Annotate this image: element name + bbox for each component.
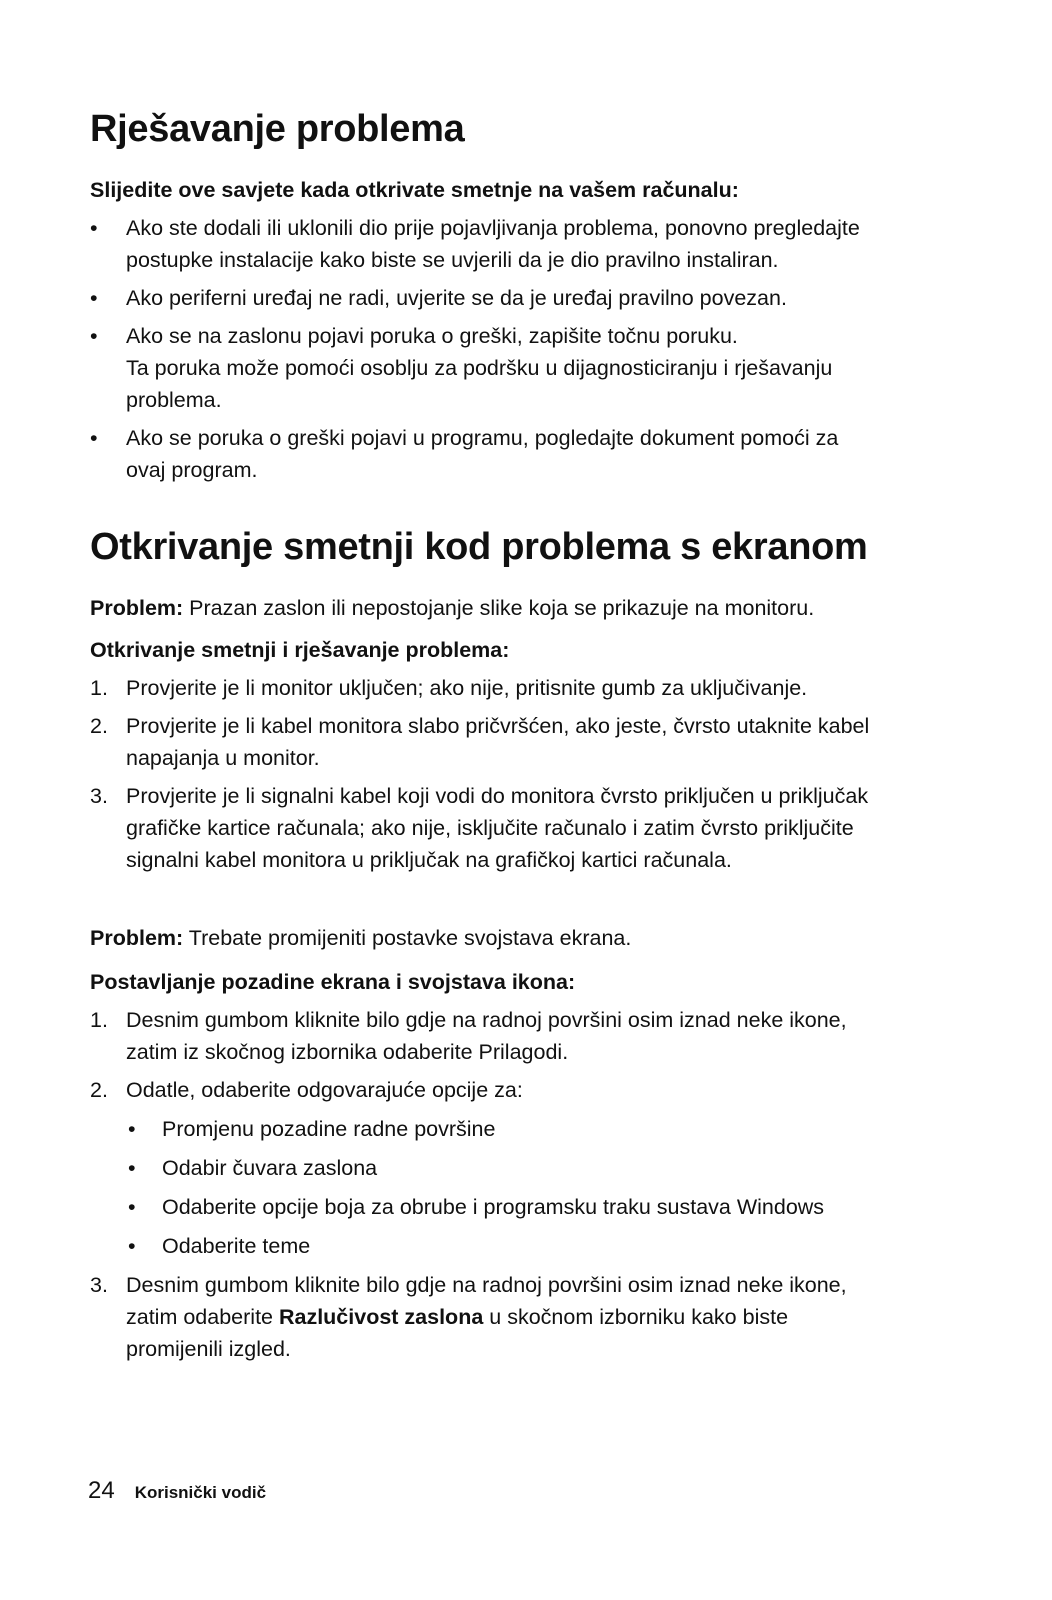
list-item: • Ako ste dodali ili uklonili dio prije pojavljivanja problema, ponovno pregledajte postupke instalacije kako biste se uvjerili da je dio pravilno instaliran.: [90, 212, 970, 276]
section-heading-troubleshooting: Rješavanje problema: [90, 108, 465, 150]
procedure-steps: [90, 1004, 970, 1106]
procedure-steps-continued: [90, 1269, 970, 1365]
bullet: •: [90, 324, 98, 348]
step-item: 2. Provjerite je li kabel monitora slabo pričvršćen, ako jeste, čvrsto utaknite kabel napajanja u monitor.: [90, 710, 970, 774]
step-item: 1. Provjerite je li monitor uključen; ako nije, pritisnite gumb za uključivanje.: [90, 672, 970, 704]
tips-list: [90, 212, 970, 486]
list-item: • Odaberite teme: [90, 1230, 970, 1262]
step-number: 3.: [90, 784, 108, 808]
bullet: •: [128, 1195, 136, 1219]
options-list: [90, 1113, 970, 1262]
step-item: 2. Odatle, odaberite odgovarajuće opcije za:: [90, 1074, 970, 1106]
list-item: • Ako se poruka o greški pojavi u programu, pogledajte dokument pomoći za ovaj program.: [90, 422, 970, 486]
step-item: 3. Desnim gumbom kliknite bilo gdje na radnoj površini osim iznad neke ikone, zatim odaberite Razlučivost zaslona u skočnom izborniku kako biste promijenili izgled.: [90, 1269, 970, 1365]
step-number: 1.: [90, 1008, 108, 1032]
bullet: •: [90, 426, 98, 450]
step-item: 3. Provjerite je li signalni kabel koji vodi do monitora čvrsto priključen u priključak grafičke kartice računala; ako nije, isključite računalo i zatim čvrsto priključite signalni kabel monitora u priključak na grafičkoj kartici računala.: [90, 780, 970, 876]
problem-display-settings: [90, 922, 970, 1365]
section-heading-display-problems: Otkrivanje smetnji kod problema s ekranom: [90, 526, 868, 568]
problem-label: Problem:: [90, 926, 184, 950]
step-number: 1.: [90, 676, 108, 700]
problem-statement: Problem: Trebate promijeniti postavke svojstava ekrana.: [90, 926, 632, 950]
problem-blank-screen: [90, 592, 970, 876]
procedure-steps: [90, 672, 970, 876]
problem-label: Problem:: [90, 596, 184, 620]
list-item: • Odaberite opcije boja za obrube i programsku traku sustava Windows: [90, 1191, 970, 1223]
screen-resolution-term: Razlučivost zaslona: [278, 1305, 484, 1329]
page-number: 24: [88, 1477, 115, 1504]
bullet: •: [128, 1234, 136, 1258]
list-item: • Ako se na zaslonu pojavi poruka o greški, zapišite točnu poruku. Ta poruka može pomoći osoblju za podršku u dijagnosticiranju i rješavanju problema.: [90, 320, 970, 416]
step-number: 2.: [90, 714, 108, 738]
step-number: 2.: [90, 1078, 108, 1102]
procedure-heading: Postavljanje pozadine ekrana i svojstava ikona:: [90, 970, 576, 994]
bullet: •: [128, 1117, 136, 1141]
bullet: •: [90, 216, 98, 240]
bullet: •: [90, 286, 98, 310]
procedure-heading: Otkrivanje smetnji i rješavanje problema:: [90, 638, 510, 662]
problem-statement: Problem: Prazan zaslon ili nepostojanje slike koja se prikazuje na monitoru.: [90, 596, 815, 620]
step-item: 1. Desnim gumbom kliknite bilo gdje na radnoj površini osim iznad neke ikone, zatim iz skočnog izbornika odaberite Prilagodi.: [90, 1004, 970, 1068]
troubleshooting-tips: [90, 174, 970, 486]
list-item: • Ako periferni uređaj ne radi, uvjerite se da je uređaj pravilno povezan.: [90, 282, 970, 314]
bullet: •: [128, 1156, 136, 1180]
list-item: • Odabir čuvara zaslona: [90, 1152, 970, 1184]
page-footer: [88, 1477, 266, 1505]
tips-lead: Slijedite ove savjete kada otkrivate smetnje na vašem računalu:: [90, 178, 739, 202]
step-number: 3.: [90, 1273, 108, 1297]
document-title: Korisnički vodič: [134, 1483, 267, 1502]
list-item: • Promjenu pozadine radne površine: [90, 1113, 970, 1145]
